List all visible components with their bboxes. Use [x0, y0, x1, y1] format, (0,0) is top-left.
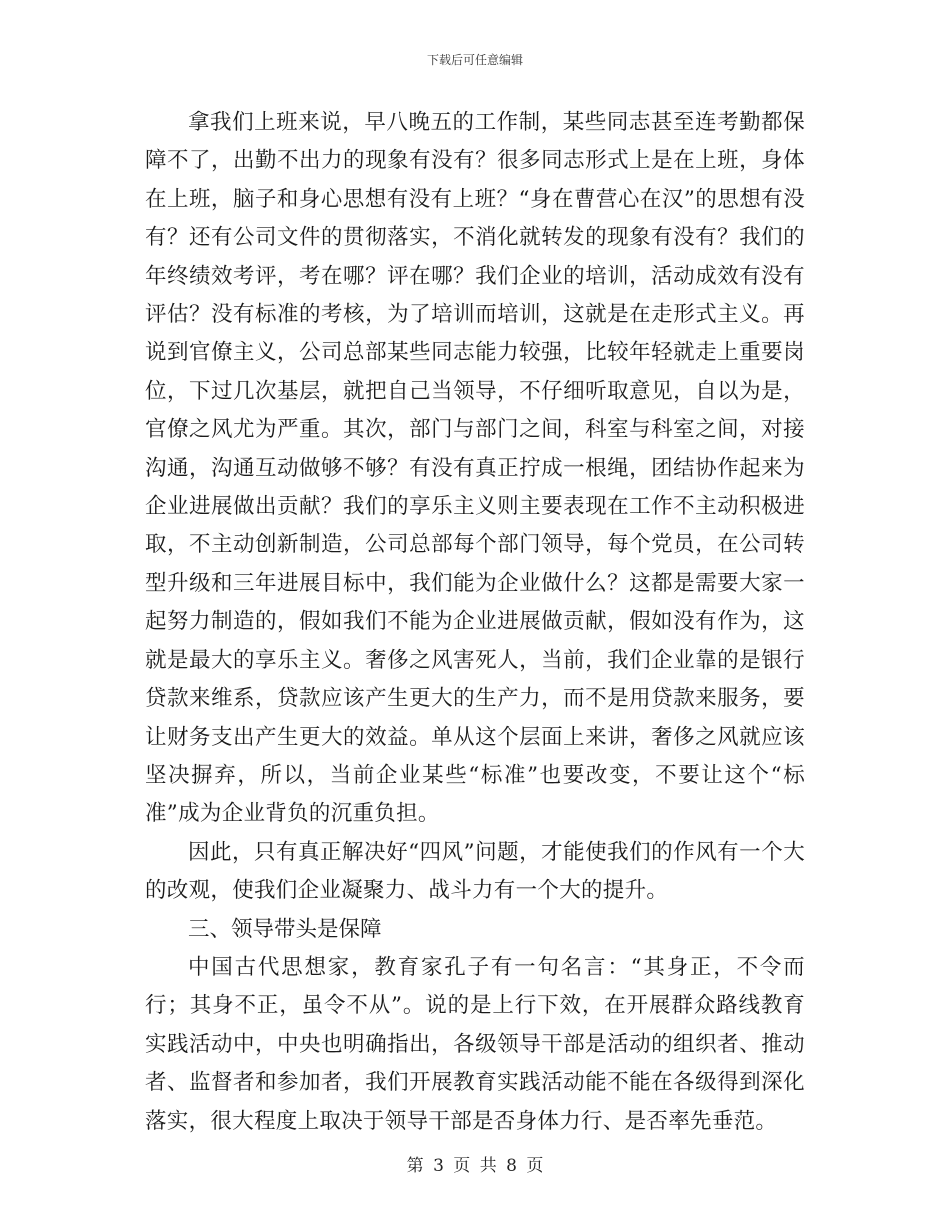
- page-number: 第 3 页 共 8 页: [406, 1156, 544, 1176]
- section-heading: 三、领导带头是保障: [188, 916, 382, 942]
- document-body: [145, 104, 805, 1141]
- page-header: 下载后可任意编辑: [426, 53, 523, 67]
- paragraph-leadership: 中国古代思想家，教育家孔子有一句名言：“其身正，不令而行；其身不正，虽令不从”。说的是上行下效，在开展群众路线教育实践活动中，中央也明确指出，各级领导干部是活动的组织者、推动者、监督者和参加者，我们开展教育实践活动能不能在各级得到深化落实，很大程度上取决于领导干部是否身体力行、是否率先垂范。: [145, 954, 805, 1134]
- paragraph-conclusion: 因此，只有真正解决好“四风”问题，才能使我们的作风有一个大的改观，使我们企业凝聚力、战斗力有一个大的提升。: [145, 839, 805, 904]
- paragraph-four-winds-examples: 拿我们上班来说，早八晚五的工作制，某些同志甚至连考勤都保障不了，出勤不出力的现象有没有？很多同志形式上是在上班，身体在上班，脑子和身心思想有没有上班？“身在曹营心在汉”的思想有没有？还有公司文件的贯彻落实，不消化就转发的现象有没有？我们的年终绩效考评，考在哪？评在哪？我们企业的培训，活动成效有没有评估？没有标准的考核，为了培训而培训，这就是在走形式主义。再说到官僚主义，公司总部某些同志能力较强，比较年轻就走上重要岗位，下过几次基层，就把自己当领导，不仔细听取意见，自以为是，官僚之风尤为严重。其次，部门与部门之间，科室与科室之间，对接沟通，沟通互动做够不够？有没有真正拧成一根绳，团结协作起来为企业进展做出贡献？我们的享乐主义则主要表现在工作不主动积极进取，不主动创新制造，公司总部每个部门领导，每个党员，在公司转型升级和三年进展目标中，我们能为企业做什么？这都是需要大家一起努力制造的，假如我们不能为企业进展做贡献，假如没有作为，这就是最大的享乐主义。奢侈之风害死人，当前，我们企业靠的是银行贷款来维系，贷款应该产生更大的生产力，而不是用贷款来服务，要让财务支出产生更大的效益。单从这个层面上来讲，奢侈之风就应该坚决摒弃，所以，当前企业某些“标准”也要改变，不要让这个“标准”成为企业背负的沉重负担。: [145, 110, 805, 827]
